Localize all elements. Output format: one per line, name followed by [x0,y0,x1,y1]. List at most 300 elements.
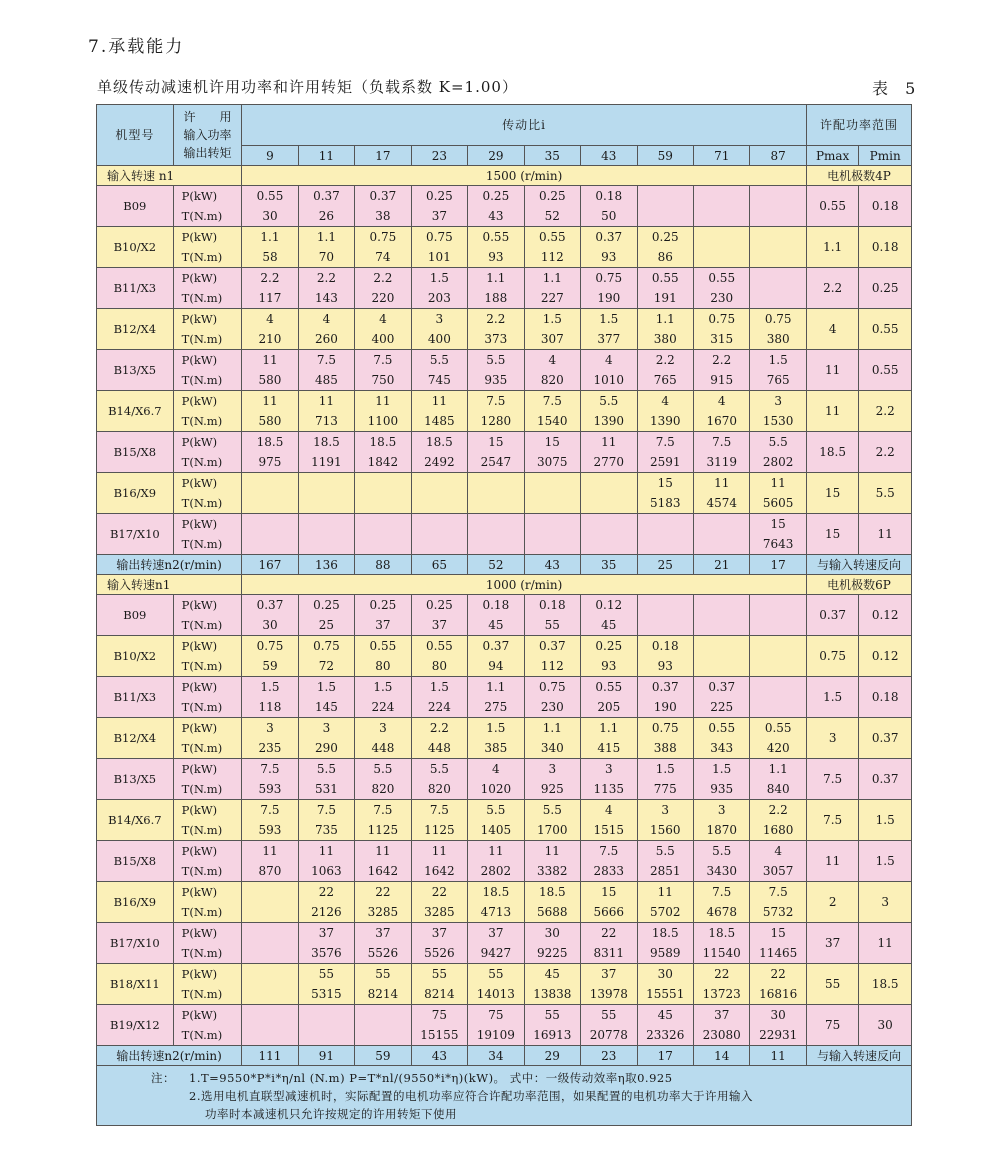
torque-value: 448 [371,741,395,755]
power-value: 4 [548,353,557,367]
pmax-value: 75 [806,1005,858,1046]
power-value: 22 [601,926,617,940]
power-value [242,473,297,493]
power-value: 18.5 [256,435,284,449]
torque-value: 58 [262,250,278,264]
value-cell [637,432,693,473]
power-value: 0.18 [538,598,566,612]
torque-value: 225 [710,700,734,714]
power-value: 18.5 [708,926,736,940]
power-value: 7.5 [655,435,675,449]
power-value: 0.25 [369,598,397,612]
torque-value: 935 [710,782,734,796]
power-value [750,677,805,697]
torque-value: 11465 [759,946,798,960]
power-value: 55 [601,1008,617,1022]
torque-value [299,493,354,513]
power-unit-label: P(kW) [181,721,218,735]
value-cell [411,841,467,882]
power-value: 5.5 [486,353,506,367]
value-cell [468,514,524,555]
torque-value [412,534,467,554]
pmin-value: 0.25 [859,268,912,309]
torque-value: 1063 [311,864,342,878]
pt-labels [173,309,242,350]
value-cell [750,186,806,227]
power-value: 15 [544,435,560,449]
torque-value: 3075 [537,455,568,469]
value-cell [298,432,354,473]
power-value: 1.5 [655,762,675,776]
value-cell [637,186,693,227]
torque-value [242,902,297,922]
torque-value [242,493,297,513]
torque-value: 593 [258,823,282,837]
value-cell [298,227,354,268]
torque-value: 380 [653,332,677,346]
value-cell [355,718,411,759]
torque-value: 3430 [706,864,737,878]
table-row [97,186,912,227]
power-value [525,473,580,493]
value-cell [693,268,749,309]
value-cell [355,677,411,718]
value-cell [355,759,411,800]
value-cell [524,595,580,636]
power-value: 22 [714,967,730,981]
pt-labels [173,432,242,473]
power-value [750,227,805,247]
torque-value [750,247,805,267]
value-cell [468,432,524,473]
table-row [97,350,912,391]
power-value: 7.5 [712,435,732,449]
value-cell [581,841,637,882]
value-cell [468,309,524,350]
power-value: 2.2 [712,353,732,367]
value-cell [524,1005,580,1046]
power-value: 18.5 [538,885,566,899]
power-value: 37 [488,926,504,940]
table-row [97,964,912,1005]
torque-value: 4713 [480,905,512,919]
value-cell [468,473,524,514]
torque-value: 1485 [424,414,455,428]
power-value: 3 [322,721,331,735]
output-speed-value: 25 [637,555,693,575]
model-name: B16/X9 [97,473,174,514]
power-value: 1.1 [768,762,788,776]
torque-value: 2802 [480,864,512,878]
value-cell [524,800,580,841]
torque-value: 13838 [533,987,572,1001]
power-value: 11 [431,844,448,858]
power-value [242,923,297,943]
torque-value: 2492 [424,455,455,469]
value-cell [468,677,524,718]
torque-value: 14013 [476,987,515,1001]
torque-unit-label: T(N.m) [181,209,223,223]
output-speed-value: 35 [581,555,637,575]
torque-value: 9589 [649,946,681,960]
value-cell [637,473,693,514]
output-speed-value: 14 [693,1046,749,1066]
power-value: 0.75 [256,639,284,653]
power-value [694,636,749,656]
ratio-header: 11 [298,146,354,166]
torque-value: 15155 [420,1028,459,1042]
torque-value [581,534,636,554]
power-value: 0.25 [595,639,623,653]
output-speed-value: 11 [750,1046,806,1066]
value-cell [581,391,637,432]
power-value: 4 [661,394,670,408]
power-value: 1.1 [486,271,506,285]
pmax-value: 18.5 [806,432,858,473]
power-value: 30 [544,926,560,940]
power-value: 0.55 [426,639,453,653]
power-value: 11 [601,435,617,449]
output-speed-value: 167 [242,555,298,575]
torque-value [694,206,749,226]
pmin-value: 1.5 [859,800,912,841]
power-value: 0.25 [651,230,679,244]
value-cell [468,391,524,432]
torque-value: 13978 [589,987,628,1001]
notes [96,1066,912,1126]
power-value: 2.2 [655,353,675,367]
torque-value: 70 [318,250,335,264]
value-cell [468,595,524,636]
ratio-header: 71 [693,146,749,166]
power-value: 18.5 [369,435,397,449]
value-cell [637,391,693,432]
torque-value: 59 [262,659,278,673]
power-value: 22 [770,967,786,981]
torque-value: 385 [484,741,508,755]
output-speed-value: 43 [524,555,580,575]
value-cell [524,227,580,268]
pmin-value: 11 [859,514,912,555]
value-cell [355,882,411,923]
power-value: 1.1 [486,680,506,694]
power-value: 15 [657,476,673,490]
model-name: B11/X3 [97,677,174,718]
pmax-value: 2 [806,882,858,923]
power-value: 7.5 [260,762,280,776]
torque-value: 38 [375,209,391,223]
power-value: 7.5 [599,844,619,858]
value-cell [581,800,637,841]
output-speed-value: 88 [355,555,411,575]
pmax-value: 7.5 [806,759,858,800]
power-value: 7.5 [429,803,449,817]
power-value: 30 [657,967,673,981]
power-value: 7.5 [373,803,393,817]
power-value [242,882,297,902]
model-name: B17/X10 [97,514,174,555]
header-row-1 [97,105,912,146]
power-value: 11 [431,394,448,408]
torque-value: 25 [318,618,335,632]
power-unit-label: P(kW) [181,844,218,858]
output-direction-note: 与输入转速反向 [806,1046,911,1066]
torque-value: 5526 [424,946,455,960]
model-name: B14/X6.7 [97,800,174,841]
power-value: 55 [431,967,448,981]
output-speed-value: 136 [298,555,354,575]
power-value: 1.5 [260,680,280,694]
torque-value: 16816 [759,987,798,1001]
torque-value: 230 [710,291,734,305]
power-value: 55 [488,967,504,981]
value-cell [242,800,298,841]
torque-value: 50 [601,209,617,223]
power-value: 11 [657,885,673,899]
ratio-header: 9 [242,146,298,166]
power-value: 5.5 [373,762,393,776]
power-value: 0.55 [708,271,736,285]
value-cell [298,473,354,514]
table-row [97,677,912,718]
torque-value: 224 [427,700,451,714]
power-value: 7.5 [316,803,336,817]
torque-value: 80 [431,659,448,673]
power-value: 0.37 [538,639,566,653]
power-value: 11 [262,394,278,408]
value-cell [693,391,749,432]
power-value: 0.37 [482,639,510,653]
torque-value: 840 [766,782,790,796]
value-cell [637,227,693,268]
torque-value: 235 [258,741,282,755]
torque-value: 1700 [537,823,568,837]
input-speed-row [97,575,912,595]
model-name: B12/X4 [97,309,174,350]
value-cell [355,964,411,1005]
power-value: 0.75 [764,312,792,326]
power-value: 5.5 [712,844,732,858]
pmax-value: 0.75 [806,636,858,677]
torque-value: 5702 [649,905,681,919]
value-cell [411,432,467,473]
pmin-value: 2.2 [859,391,912,432]
power-unit-label: P(kW) [181,1008,218,1022]
torque-value [694,534,749,554]
power-value: 0.55 [256,189,284,203]
power-value: 0.25 [538,189,566,203]
power-value [750,186,805,206]
power-value: 0.18 [482,598,510,612]
torque-value: 112 [540,659,564,673]
value-cell [637,841,693,882]
value-cell [581,636,637,677]
note-2a: 2.选用电机直联型减速机时，实际配置的电机功率应符合许配功率范围，如果配置的电机功率大于许用输入 [189,1089,753,1103]
value-cell [242,677,298,718]
power-value: 7.5 [712,885,732,899]
value-cell [468,718,524,759]
power-value: 37 [601,967,617,981]
torque-value: 2547 [480,455,512,469]
value-cell [355,923,411,964]
model-name: B18/X11 [97,964,174,1005]
torque-value [299,534,354,554]
output-speed-value: 43 [411,1046,467,1066]
torque-value: 377 [597,332,621,346]
torque-value: 93 [601,250,617,264]
model-name: B15/X8 [97,841,174,882]
torque-value: 5526 [367,946,399,960]
torque-value: 22931 [759,1028,798,1042]
value-cell [524,964,580,1005]
value-cell [750,473,806,514]
torque-value: 143 [314,291,338,305]
value-cell [411,964,467,1005]
note-1: 1.T=9550*P*i*η/nl (N.m) P=T*nl/(9550*i*η)(kW)。 式中：一级传动效率η取0.925 [189,1071,673,1085]
table-row [97,473,912,514]
value-cell [468,1005,524,1046]
power-value: 7.5 [373,353,393,367]
torque-value [242,984,297,1004]
torque-unit-label: T(N.m) [181,250,223,264]
power-value: 11 [488,844,504,858]
power-value: 45 [657,1008,673,1022]
value-cell [524,350,580,391]
power-value [355,473,410,493]
torque-value: 227 [540,291,564,305]
torque-unit-label: T(N.m) [181,823,223,837]
power-value: 11 [262,353,278,367]
pmin-value: 30 [859,1005,912,1046]
power-value: 3 [661,803,670,817]
value-cell [581,186,637,227]
pmin-value: 5.5 [859,473,912,514]
header-pmax: Pmax [806,146,858,166]
power-value: 4 [717,394,726,408]
power-value: 37 [375,926,391,940]
torque-unit-label: T(N.m) [181,291,223,305]
torque-value: 400 [427,332,451,346]
header-input-power: 输入功率 [183,128,232,142]
power-value: 5.5 [768,435,788,449]
value-cell [637,268,693,309]
value-cell [468,186,524,227]
value-cell [411,923,467,964]
pmin-value: 3 [859,882,912,923]
value-cell [524,186,580,227]
pt-labels [173,268,242,309]
table-row [97,636,912,677]
torque-value: 1560 [649,823,681,837]
value-cell [581,432,637,473]
power-value: 3 [717,803,726,817]
value-cell [637,350,693,391]
value-cell [298,636,354,677]
torque-value: 2126 [311,905,342,919]
torque-value: 93 [488,250,504,264]
torque-value: 1135 [593,782,625,796]
torque-value: 45 [488,618,504,632]
value-cell [298,718,354,759]
power-value: 1.5 [768,353,788,367]
value-cell [581,964,637,1005]
torque-value: 3382 [537,864,568,878]
torque-value: 315 [710,332,734,346]
value-cell [411,1005,467,1046]
torque-value: 37 [431,209,448,223]
value-cell [242,964,298,1005]
value-cell [355,841,411,882]
torque-unit-label: T(N.m) [181,373,223,387]
torque-value: 1390 [649,414,681,428]
torque-value: 915 [710,373,734,387]
value-cell [637,718,693,759]
torque-value: 220 [371,291,395,305]
value-cell [468,964,524,1005]
value-cell [411,882,467,923]
power-value: 5.5 [429,762,449,776]
value-cell [693,473,749,514]
torque-value: 420 [766,741,790,755]
value-cell [750,923,806,964]
ratio-header: 23 [411,146,467,166]
power-value [694,514,749,534]
header-pmin: Pmin [859,146,912,166]
pmax-value: 37 [806,923,858,964]
power-value: 7.5 [316,353,336,367]
power-value: 7.5 [768,885,788,899]
output-speed-value: 21 [693,555,749,575]
torque-value: 307 [540,332,564,346]
torque-value: 935 [484,373,508,387]
value-cell [693,882,749,923]
torque-value: 190 [653,700,677,714]
power-unit-label: P(kW) [181,189,218,203]
torque-value: 11540 [702,946,741,960]
power-value: 3 [604,762,613,776]
power-value [299,1005,354,1025]
pmin-value: 0.55 [859,350,912,391]
power-value: 5.5 [486,803,506,817]
value-cell [637,595,693,636]
model-name: B09 [97,595,174,636]
power-value: 0.18 [651,639,679,653]
value-cell [581,350,637,391]
torque-unit-label: T(N.m) [181,659,223,673]
pt-labels [173,1005,242,1046]
torque-value: 5732 [762,905,794,919]
value-cell [693,595,749,636]
header-allow-label: 许 用 [183,110,232,124]
value-cell [524,514,580,555]
table-row [97,432,912,473]
torque-value: 2591 [649,455,681,469]
model-name: B13/X5 [97,350,174,391]
torque-value: 1670 [706,414,737,428]
power-value: 0.37 [369,189,397,203]
value-cell [355,432,411,473]
torque-value: 373 [484,332,508,346]
value-cell [750,677,806,718]
power-unit-label: P(kW) [181,598,218,612]
value-cell [242,227,298,268]
model-name: B15/X8 [97,432,174,473]
torque-value [638,534,693,554]
pt-labels [173,677,242,718]
torque-value: 9427 [480,946,512,960]
value-cell [355,595,411,636]
value-cell [355,268,411,309]
